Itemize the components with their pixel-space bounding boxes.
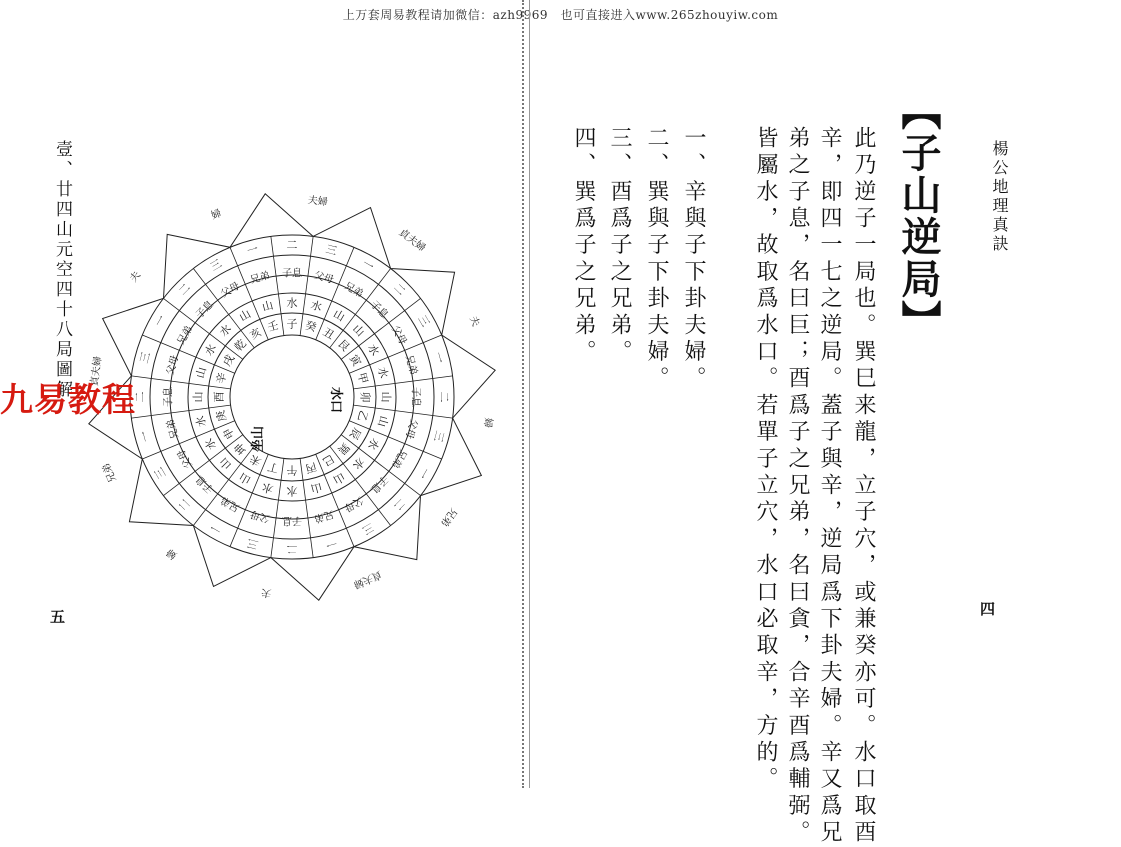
number-ring-label: 三 (207, 257, 225, 274)
outer-star-label: 婦 (164, 545, 180, 561)
relation-ring-label: 子息 (194, 473, 216, 495)
number-ring-label: 一 (207, 520, 225, 537)
number-ring-label: 三 (415, 312, 432, 330)
element-ring-label: 山 (193, 365, 209, 380)
relation-ring-label: 子息 (282, 514, 302, 526)
relation-ring-label: 子息 (409, 387, 421, 407)
number-ring-label: 三 (245, 536, 260, 552)
number-ring-label: 一 (137, 429, 153, 444)
element-ring-label: 水 (375, 365, 391, 380)
number-ring-label: 一 (431, 350, 447, 365)
mountain-ring-label: 甲 (354, 371, 371, 386)
element-ring-label: 水 (365, 341, 382, 359)
element-ring-label: 水 (286, 484, 298, 498)
compass-diagram (80, 185, 494, 605)
element-ring-label: 水 (286, 296, 298, 310)
outer-star-label: 夫婦 (307, 194, 329, 209)
mountain-ring-label: 卯 (358, 391, 372, 403)
relation-ring-label: 兄弟 (388, 447, 409, 470)
diagram-rings (130, 235, 454, 559)
element-ring-label: 山 (260, 298, 275, 314)
element-ring-label: 水 (193, 414, 209, 429)
relation-ring-label: 父母 (312, 270, 335, 287)
relation-ring-label: 兄弟 (219, 493, 242, 514)
element-ring-label: 山 (330, 307, 348, 324)
relation-ring-label: 父母 (219, 280, 242, 301)
paragraph-column-1: 此乃逆子一局也。巽巳来龍，立子穴，或兼癸亦可。水口取酉 (851, 126, 876, 847)
relation-ring-label: 父母 (342, 493, 365, 514)
mountain-ring-label: 乾 (231, 336, 249, 354)
element-ring-label: 山 (236, 307, 254, 324)
number-ring-label: 三 (324, 242, 339, 258)
left-page-title: 壹、廿四山元空四十八局圖解 (52, 140, 72, 400)
outer-star-label: 夫 (260, 586, 272, 599)
mountain-ring-label: 乙 (354, 408, 371, 423)
outer-star-label: 貞夫婦 (351, 568, 384, 590)
mountain-ring-label: 丁 (266, 459, 281, 476)
mountain-ring-label: 壬 (266, 318, 281, 335)
book-gutter (522, 0, 534, 788)
mountain-ring-label: 寅 (346, 352, 364, 369)
mountain-ring-label: 未 (247, 451, 264, 469)
mountain-ring-label: 坤 (231, 440, 249, 458)
mountain-ring-label: 庚 (213, 408, 230, 423)
element-ring-label: 水 (260, 480, 275, 496)
paragraph-column-4: 皆屬水，故取爲水口。若單子立穴，水口必取辛，方的。 (753, 126, 778, 794)
mountain-ring-label: 戌 (220, 352, 238, 369)
element-ring-label: 水 (217, 322, 234, 339)
mountain-ring-label: 巽 (335, 440, 353, 458)
number-ring-label: 二 (286, 542, 298, 556)
book-title: 楊公地理真訣 (990, 140, 1009, 254)
center-mountain-label: 坐山 (251, 425, 266, 452)
relation-ring-label: 子息 (282, 268, 302, 280)
top-watermark: 上万套周易教程请加微信：azh9969 也可直接进入www.265zhouyiw.com (342, 8, 779, 22)
relation-ring-label: 父母 (388, 324, 409, 347)
left-page-number: 五 (50, 608, 66, 626)
mountain-ring-label: 午 (286, 463, 298, 477)
relation-ring-label: 兄弟 (312, 507, 335, 524)
number-ring-label: 二 (437, 391, 451, 403)
list-item-2: 二、巽與子下卦夫婦。 (644, 126, 669, 393)
mountain-ring-label: 辰 (346, 425, 364, 442)
mountain-ring-label: 丙 (303, 459, 318, 476)
relation-ring-label: 兄弟 (342, 280, 365, 301)
number-ring-label: 二 (133, 391, 147, 403)
element-ring-label: 山 (375, 414, 391, 429)
list-item-3: 三、酉爲子之兄弟。 (607, 126, 632, 367)
mountain-ring-label: 亥 (247, 325, 264, 343)
relation-ring-label: 父母 (249, 507, 272, 524)
relation-ring-label: 父母 (165, 354, 182, 377)
relation-ring-label: 子息 (368, 473, 390, 495)
element-ring-label: 山 (191, 391, 205, 403)
number-ring-label: 一 (152, 312, 169, 330)
element-ring-label: 山 (350, 322, 367, 339)
paragraph-column-2: 辛，即四一七之逆局。蓋子與辛，逆局爲下卦夫婦。辛又爲兄 (817, 126, 842, 847)
mountain-ring-label: 癸 (303, 318, 318, 335)
relation-ring-label: 兄弟 (249, 270, 272, 287)
number-ring-label: 二 (176, 496, 193, 513)
relation-ring-label: 子息 (368, 299, 390, 321)
mountain-ring-label: 艮 (335, 336, 353, 354)
center-water-label: 水口 (328, 387, 343, 414)
number-ring-label: 三 (431, 429, 447, 444)
right-page-number: 四 (980, 600, 996, 618)
relation-ring-label: 子息 (163, 387, 175, 407)
number-ring-label: 一 (245, 242, 260, 258)
number-ring-label: 二 (391, 496, 408, 513)
relation-ring-label: 兄弟 (175, 324, 196, 347)
outer-star-label: 夫 (467, 314, 481, 329)
number-ring-label: 一 (359, 257, 377, 274)
element-ring-label: 山 (379, 391, 393, 403)
element-ring-label: 山 (330, 470, 348, 487)
outer-star-label: 婦 (481, 417, 494, 429)
element-ring-label: 山 (309, 480, 324, 496)
mountain-ring-label: 酉 (212, 391, 226, 403)
number-ring-label: 一 (415, 464, 432, 482)
relation-ring-label: 父母 (175, 447, 196, 470)
outer-star-label: 貞夫婦 (89, 355, 105, 387)
relation-ring-label: 父母 (402, 417, 419, 440)
number-ring-label: 二 (176, 281, 193, 298)
number-ring-label: 三 (137, 350, 153, 365)
outer-star-label: 婦 (209, 208, 224, 222)
ring-6 (130, 235, 454, 559)
number-ring-label: 二 (391, 281, 408, 298)
number-ring-label: 三 (152, 464, 169, 482)
diagram-ring-labels (134, 239, 451, 556)
relation-ring-label: 子息 (194, 299, 216, 321)
element-ring-label: 水 (365, 435, 382, 453)
element-ring-label: 山 (217, 455, 234, 472)
section-title: 【子山逆局】 (895, 90, 941, 342)
element-ring-label: 水 (202, 435, 219, 453)
relation-ring-label: 兄弟 (402, 354, 419, 377)
number-ring-label: 三 (359, 520, 377, 537)
element-ring-label: 水 (309, 298, 324, 314)
outer-star-label: 夫 (128, 269, 144, 285)
relation-ring-label: 兄弟 (165, 417, 182, 440)
element-ring-label: 水 (350, 455, 367, 472)
mountain-ring-label: 子 (286, 317, 298, 331)
outer-star-label: 貞夫婦 (396, 227, 428, 255)
element-ring-label: 水 (202, 341, 219, 359)
number-ring-label: 一 (324, 536, 339, 552)
list-item-4: 四、巽爲子之兄弟。 (571, 126, 596, 367)
list-item-1: 一、辛與子下卦夫婦。 (681, 126, 706, 393)
mountain-ring-label: 巳 (320, 451, 337, 469)
outer-star-label: 兄弟 (437, 505, 459, 529)
red-overlay-watermark: 九易教程 (0, 380, 136, 419)
ring-2 (208, 313, 376, 481)
outer-star-label: 兄弟 (101, 461, 119, 484)
paragraph-column-3: 弟之子息，名曰巨；酉爲子之兄弟，名曰貪，合辛酉爲輔弼。 (785, 126, 810, 847)
mountain-ring-label: 申 (220, 425, 238, 442)
mountain-ring-label: 辛 (213, 371, 230, 386)
number-ring-label: 二 (286, 238, 298, 252)
element-ring-label: 山 (236, 470, 254, 487)
mountain-ring-label: 丑 (320, 325, 337, 343)
